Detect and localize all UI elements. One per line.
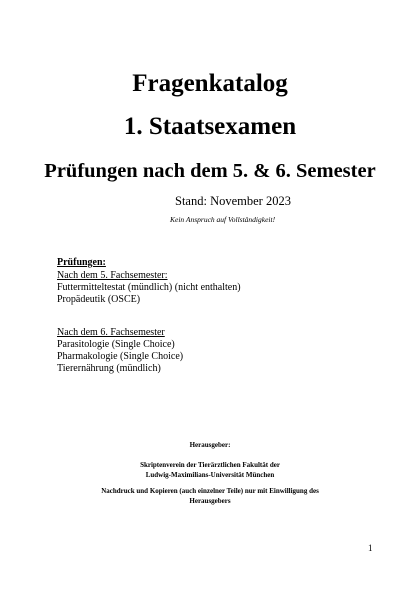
copyright-line: Herausgebers: [189, 497, 231, 505]
document-title-exam: 1. Staatsexamen: [123, 113, 297, 140]
copyright-notice: [0, 486, 420, 506]
document-subtitle: Prüfungen nach dem 5. & 6. Semester: [44, 160, 376, 182]
exam-section-semester-5: [57, 270, 241, 306]
list-item: Pharmakologie (Single Choice): [57, 351, 184, 362]
publisher-label: Herausgeber:: [189, 441, 231, 449]
document-title: Fragenkatalog: [132, 70, 288, 97]
list-item: Futtermitteltestat (mündlich) (nicht enthalten): [57, 282, 241, 293]
page-number: 1: [368, 543, 373, 553]
list-item: Propädeutik (OSCE): [57, 294, 141, 305]
completeness-disclaimer: Kein Anspruch auf Vollständigkeit!: [170, 215, 276, 224]
version-date: Stand: November 2023: [175, 194, 291, 208]
section-heading: Nach dem 6. Fachsemester: [57, 327, 165, 338]
publisher-line: Ludwig-Maximilians-Universität München: [145, 471, 275, 479]
section-heading: Nach dem 5. Fachsemester:: [57, 270, 168, 281]
list-item: Tierernährung (mündlich): [57, 363, 161, 374]
exam-section-semester-6: [57, 327, 183, 375]
list-item: Parasitologie (Single Choice): [57, 339, 175, 350]
publisher-name: [0, 460, 420, 480]
exams-heading: Prüfungen:: [57, 257, 106, 268]
copyright-line: Nachdruck und Kopieren (auch einzelner Teile) nur mit Einwilligung des: [101, 487, 319, 495]
publisher-line: Skriptenverein der Tierärztlichen Fakultät der: [140, 461, 280, 469]
